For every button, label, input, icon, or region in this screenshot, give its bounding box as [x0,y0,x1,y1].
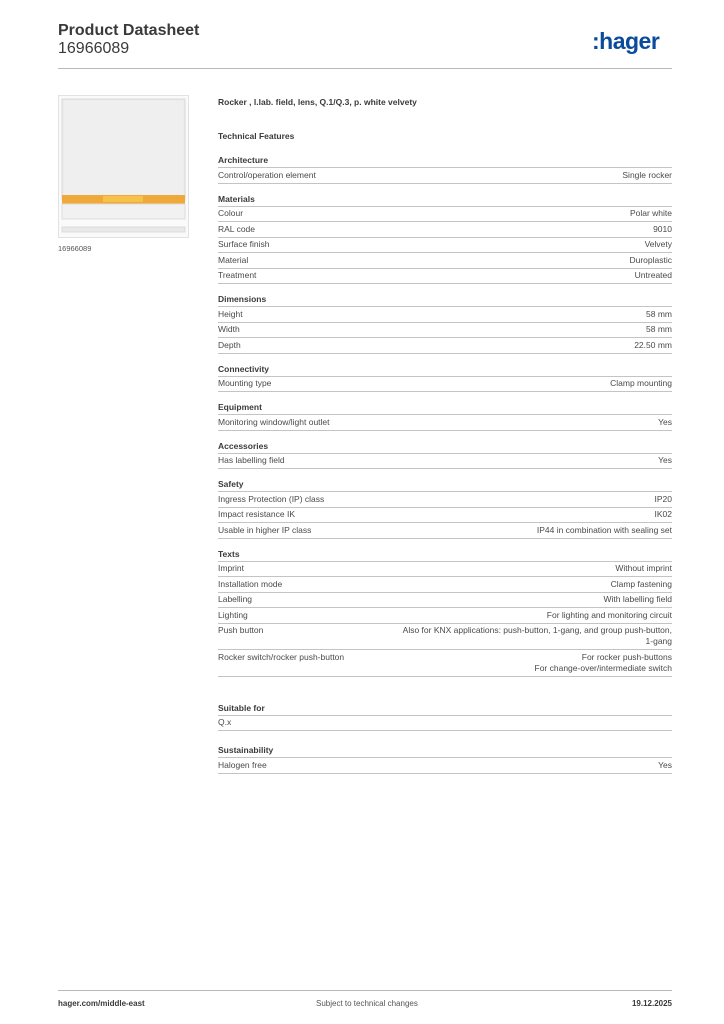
table-row [218,168,672,184]
section-title: Sustainability [218,745,672,758]
section-title: Equipment [218,402,672,415]
table-row [218,608,672,624]
row-value: Clamp fastening [610,578,672,589]
row-value: Duroplastic [629,254,672,265]
table-row [218,577,672,593]
row-value: Yes [658,759,672,770]
row-value: 58 mm [646,324,672,334]
table-row [218,624,672,651]
section-texts [218,549,672,677]
row-label: Lighting [218,609,248,620]
footer-website: hager.com/middle-east [58,999,145,1008]
section-dimensions [218,294,672,354]
section-title: Texts [218,549,672,562]
row-value: IP44 in combination with sealing set [536,524,672,535]
row-value: Without imprint [615,563,672,573]
table-row [218,454,672,470]
section-accessories [218,441,672,470]
row-value: For lighting and monitoring circuit [546,609,672,620]
section-title: Connectivity [218,364,672,377]
table-row [218,377,672,393]
section-suitable-for [218,703,672,732]
row-value: Polar white [629,208,672,218]
row-value: With labelling field [603,594,672,604]
row-label: Q.x [218,717,232,727]
row-label: Colour [218,208,244,218]
row-label: Ingress Protection (IP) class [218,493,325,504]
product-name: Rocker , l.lab. field, lens, Q.1/Q.3, p. white velvety [218,97,417,107]
table-row [218,758,672,774]
table-row [218,492,672,508]
row-label: RAL code [218,223,256,234]
row-value [535,652,672,674]
footer-divider [58,990,672,991]
row-label: Installation mode [218,578,283,589]
table-row [218,650,672,677]
row-value: 22.50 mm [634,339,672,350]
table-row [218,508,672,524]
section-title: Dimensions [218,294,672,307]
section-architecture [218,155,672,184]
table-row [218,207,672,223]
table-row [218,716,672,732]
row-value: 9010 [653,223,672,234]
technical-features-heading: Technical Features [218,131,295,141]
row-label: Width [218,324,240,334]
product-image [58,95,189,238]
image-caption: 16966089 [58,244,92,253]
value-line: Also for KNX applications: push-button, 1-gang, and group push-button, [402,625,672,635]
row-label: Labelling [218,594,253,604]
section-safety [218,479,672,539]
product-id: 16966089 [58,40,130,57]
row-label: Usable in higher IP class [218,524,312,535]
main-content [218,97,672,774]
row-value: Velvety [644,239,672,249]
spacer [218,677,672,693]
row-label: Mounting type [218,378,272,388]
section-materials [218,194,672,285]
header-divider [58,68,672,69]
hager-logo: :hager [592,28,660,54]
section-title: Architecture [218,155,672,168]
table-row [218,415,672,431]
row-label: Material [218,254,249,265]
table-row [218,338,672,354]
row-value: Clamp mounting [610,378,672,388]
row-value [403,625,672,647]
table-row [218,523,672,539]
row-label: Push button [218,625,264,635]
row-label: Has labelling field [218,455,285,465]
value-line: 1-gang [645,636,672,646]
section-equipment [218,402,672,431]
row-label: Height [218,308,243,319]
table-row [218,253,672,269]
value-line: For change-over/intermediate switch [534,662,672,673]
section-sustainability [218,745,672,774]
row-label: Imprint [218,563,244,573]
row-label: Monitoring window/light outlet [218,416,330,427]
row-value: Yes [658,416,672,427]
row-label: Depth [218,339,241,350]
section-title: Accessories [218,441,672,454]
table-row [218,593,672,609]
row-value: IK02 [654,509,672,519]
row-value: IP20 [654,493,672,504]
section-title: Safety [218,479,672,492]
row-value: Single rocker [622,169,672,180]
table-row [218,562,672,578]
footer-notice: Subject to technical changes [316,999,418,1008]
table-row [218,269,672,285]
row-label: Rocker switch/rocker push-button [218,651,345,662]
row-label: Halogen free [218,759,267,770]
table-row [218,238,672,254]
table-row [218,222,672,238]
row-label: Control/operation element [218,169,316,180]
section-title: Materials [218,194,672,207]
page-title: Product Datasheet [58,22,200,39]
row-value: Yes [658,455,672,465]
value-line: For rocker push-buttons [581,651,672,662]
table-row [218,323,672,339]
row-label: Surface finish [218,239,270,249]
row-label: Treatment [218,270,257,280]
row-value: Untreated [634,270,672,280]
table-row [218,307,672,323]
row-value: 58 mm [646,308,672,319]
section-title: Suitable for [218,703,672,716]
section-connectivity [218,364,672,393]
footer-date: 19.12.2025 [631,999,672,1008]
row-label: Impact resistance IK [218,509,296,519]
